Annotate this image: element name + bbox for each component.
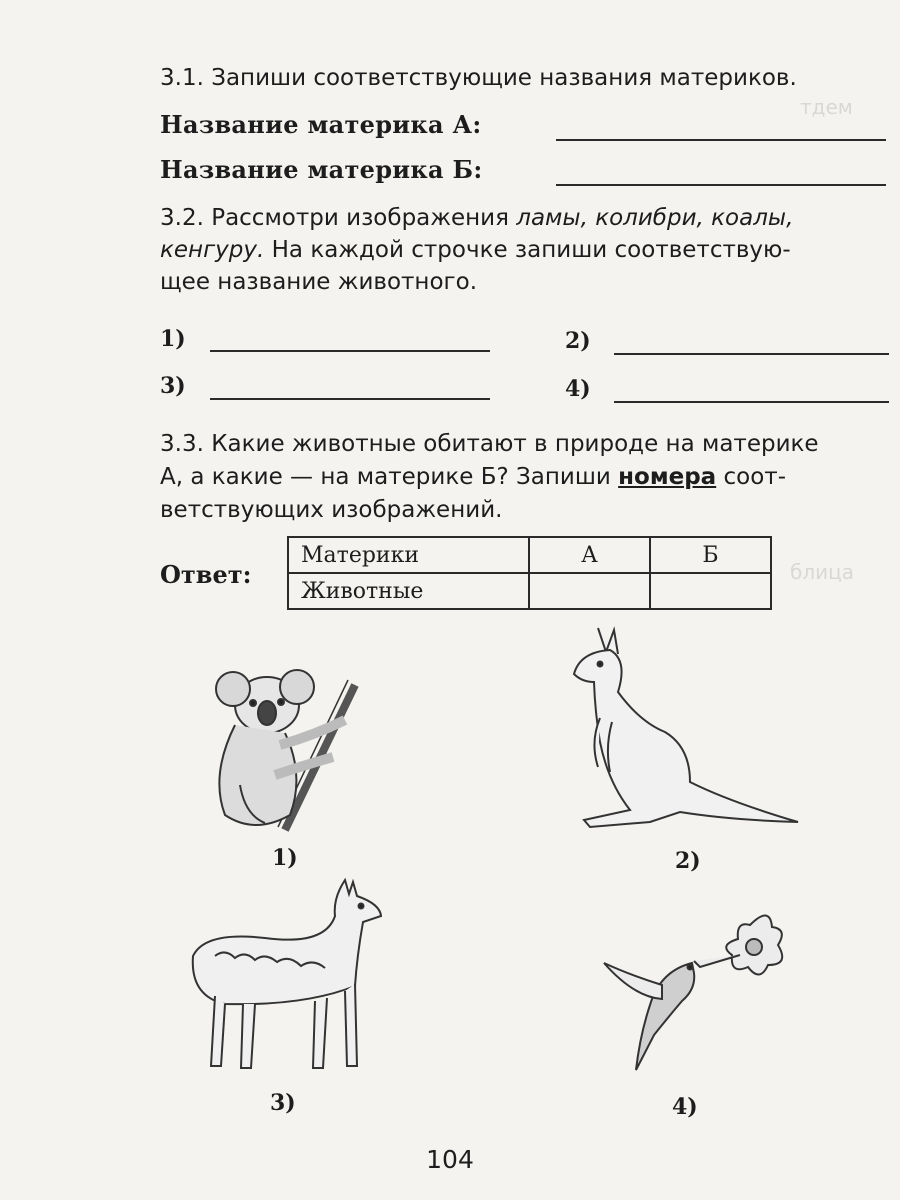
answer-cell-a[interactable]: [529, 573, 650, 609]
table-header-b: Б: [650, 537, 771, 573]
table-row-animals-label: Животные: [288, 573, 529, 609]
table-row: [288, 573, 771, 609]
image-label-1: 1): [272, 845, 298, 871]
image-label-4: 4): [672, 1094, 698, 1120]
answer-table: [287, 536, 772, 610]
table-header-a: А: [529, 537, 650, 573]
blank-number-2: 2): [565, 328, 591, 354]
koala-icon: [205, 665, 370, 835]
bleed-through-text: блица: [790, 560, 854, 584]
image-label-2: 2): [675, 848, 701, 874]
animal-name-line-1[interactable]: [210, 350, 490, 352]
task-3-3-line-3: ветствующих изображений.: [160, 497, 503, 523]
task-3-3-line-2: А, а какие — на материке Б? Запиши номера соот-: [160, 464, 787, 490]
kangaroo-icon: [570, 622, 800, 832]
task-3-2-line-2: кенгуру. На каждой строчке запиши соответствую-: [160, 237, 791, 263]
animal-name-line-4[interactable]: [614, 401, 889, 403]
task-3-2-line-3: щее название животного.: [160, 269, 478, 295]
animal-names: ламы, колибри, коалы,: [516, 205, 794, 231]
continent-a-answer-line[interactable]: [556, 139, 886, 141]
llama-icon: [185, 876, 385, 1076]
blank-number-1: 1): [160, 326, 186, 352]
animal-name-line-2[interactable]: [614, 353, 889, 355]
blank-number-3: 3): [160, 373, 186, 399]
continent-b-label: Название материка Б:: [160, 155, 483, 184]
emphasis-numbers: номера: [618, 464, 717, 490]
image-label-3: 3): [270, 1090, 296, 1116]
bleed-through-text: тдем: [800, 95, 853, 119]
continent-b-answer-line[interactable]: [556, 184, 886, 186]
task-3-3-line-1: 3.3. Какие животные обитают в природе на материке: [160, 431, 819, 457]
page-number: 104: [426, 1145, 474, 1174]
table-row: [288, 537, 771, 573]
answer-cell-b[interactable]: [650, 573, 771, 609]
continent-a-label: Название материка А:: [160, 110, 482, 139]
blank-number-4: 4): [565, 376, 591, 402]
task-3-2-line-1: 3.2. Рассмотри изображения ламы, колибри, коалы,: [160, 205, 794, 231]
hummingbird-icon: [600, 905, 790, 1075]
answer-label: Ответ:: [160, 560, 252, 589]
table-header-continents: Материки: [288, 537, 529, 573]
task-3-1-heading: 3.1. Запиши соответствующие названия материков.: [160, 65, 797, 91]
animal-name-line-3[interactable]: [210, 398, 490, 400]
